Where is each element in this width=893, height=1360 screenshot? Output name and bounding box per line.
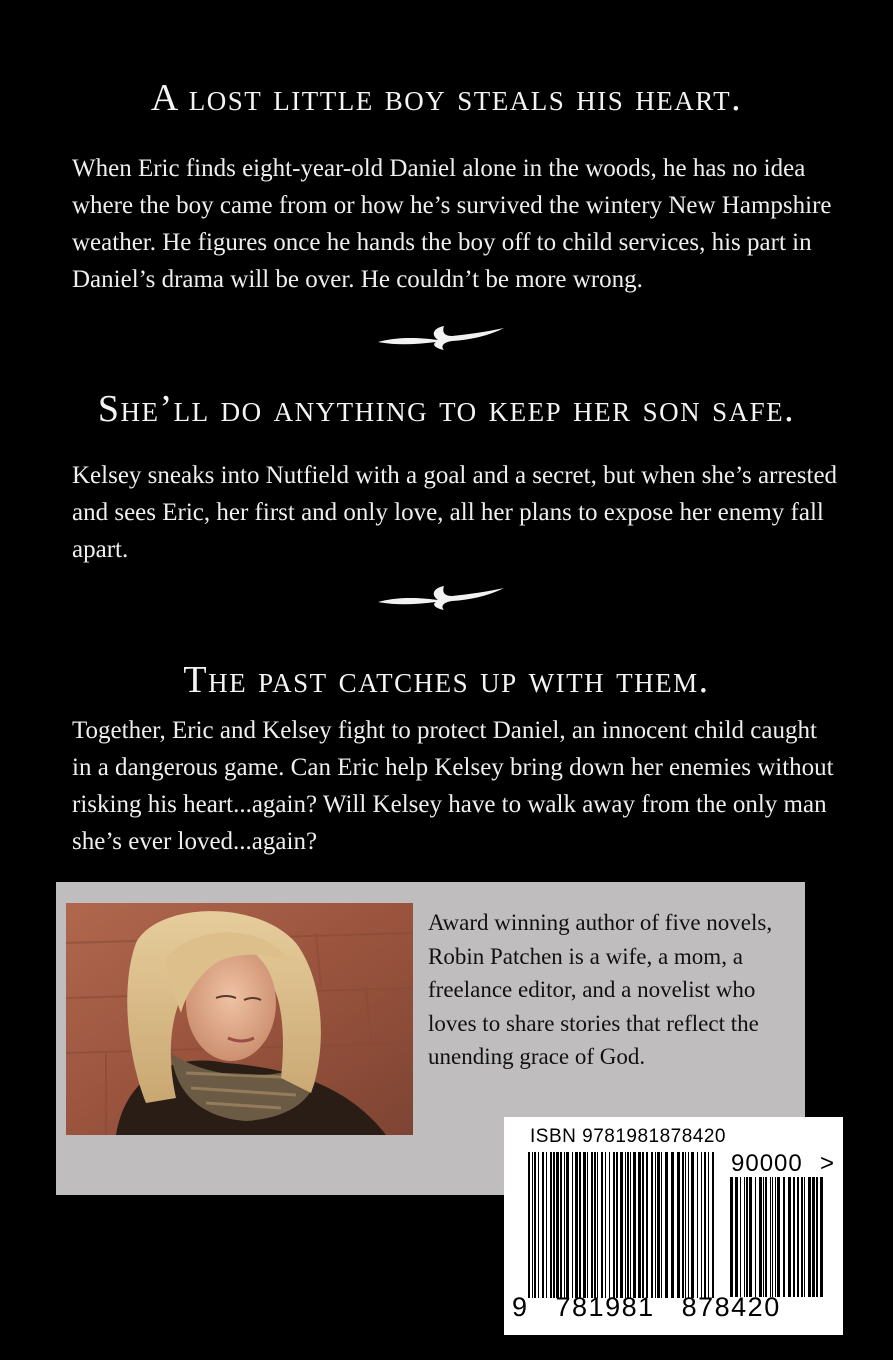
section-3-heading: The past catches up with them. xyxy=(183,659,710,701)
price-barcode xyxy=(730,1177,824,1297)
section-1-body: When Eric finds eight-year-old Daniel alone in the woods, he has no idea where the boy came from or how he’s survived the wintery New Hampshire weather. He figures once he hands the boy off to child services, his part in Daniel’s drama will be over. He couldn’t be more wrong. xyxy=(72,155,832,293)
price-code: 90000 xyxy=(731,1150,803,1177)
ean-barcode xyxy=(528,1152,718,1298)
isbn-label: ISBN 9781981878420 xyxy=(530,1126,726,1147)
author-bio: Award winning author of five novels, Robin Patchen is a wife, a mom, a freelance editor, and a novelist who loves to share stories that reflect the unending grace of God. xyxy=(428,910,773,1069)
price-arrow: > xyxy=(820,1150,835,1177)
ean-digits: 9 781981 878420 xyxy=(512,1292,781,1322)
divider-swash-1 xyxy=(378,322,506,352)
section-1-heading: A lost little boy steals his heart. xyxy=(150,77,743,119)
section-2-heading: She’ll do anything to keep her son safe. xyxy=(97,388,796,430)
section-2-body: Kelsey sneaks into Nutfield with a goal and a secret, but when she’s arrested and sees Eric, her first and only love, all her plans to expose her enemy fall apart. xyxy=(72,462,838,563)
section-3-body: Together, Eric and Kelsey fight to protect Daniel, an innocent child caught in a dangerous game. Can Eric help Kelsey bring down her enemies without risking his heart...again? Will Kelsey have to walk away from the only man she’s ever loved...again? xyxy=(72,717,834,855)
author-photo xyxy=(66,903,413,1135)
divider-swash-2 xyxy=(378,582,506,612)
